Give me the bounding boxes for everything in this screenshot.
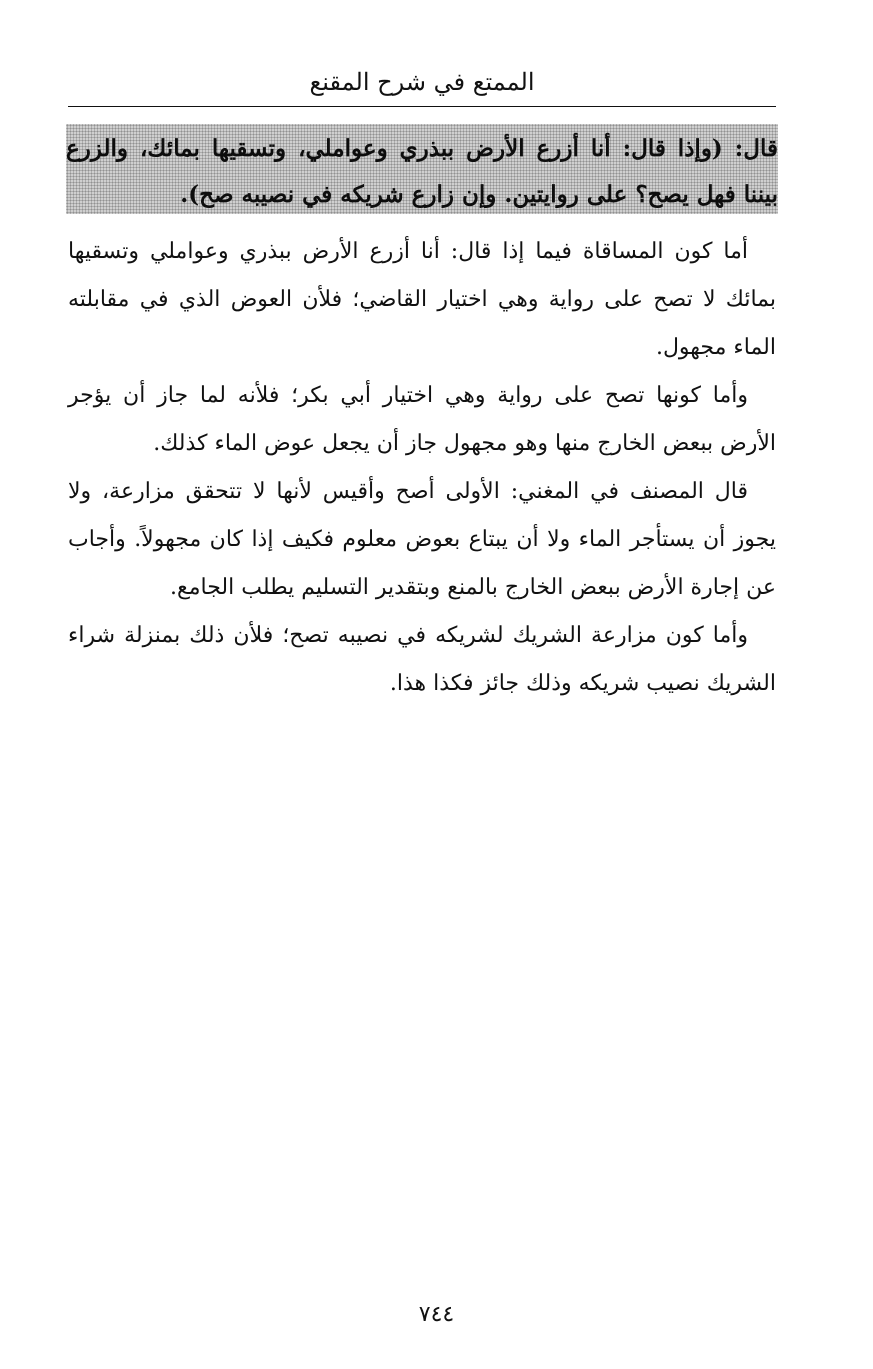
page-header xyxy=(68,62,776,106)
matn-text: قال: (وإذا قال: أنا أزرع الأرض ببذري وعواملي، وتسقيها بمائك، والزرع بيننا فهل يصح؟ على روايتين. وإن زارع شريكه في نصيبه صح). xyxy=(66,135,778,208)
commentary-paragraph: وأما كونها تصح على رواية وهي اختيار أبي بكر؛ فلأنه لما جاز أن يؤجر الأرض ببعض الخارج منها وهو مجهول جاز أن يجعل عوض الماء كذلك. xyxy=(68,383,776,456)
header-divider xyxy=(68,106,776,107)
running-title: الممتع في شرح المقنع xyxy=(309,68,535,96)
commentary-body xyxy=(68,228,776,708)
commentary-paragraph: أما كون المساقاة فيما إذا قال: أنا أزرع الأرض ببذري وعواملي وتسقيها بمائك لا تصح على رواية وهي اختيار القاضي؛ فلأن العوض الذي في مقابلته الماء مجهول. xyxy=(68,239,776,360)
commentary-paragraph: قال المصنف في المغني: الأولى أصح وأقيس لأنها لا تتحقق مزارعة، ولا يجوز أن يستأجر الماء ولا أن يبتاع بعوض معلوم فكيف إذا كان مجهولاً. وأجاب عن إجارة الأرض ببعض الخارج بالمنع وبتقدير التسليم يطلب الجامع. xyxy=(68,479,776,600)
page-number: ٧٤٤ xyxy=(418,1302,455,1327)
commentary-paragraph: وأما كون مزارعة الشريك لشريكه في نصيبه تصح؛ فلأن ذلك بمنزلة شراء الشريك نصيب شريكه وذلك جائز فكذا هذا. xyxy=(68,623,776,696)
